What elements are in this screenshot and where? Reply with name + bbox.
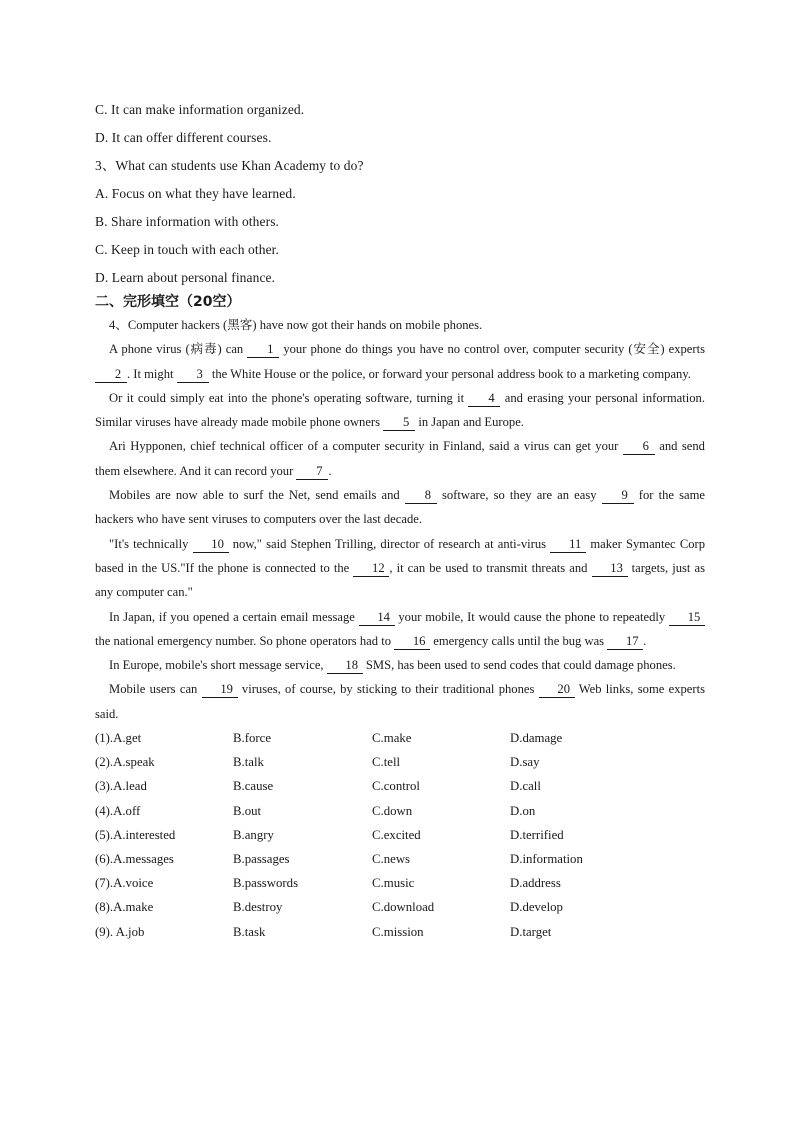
choice-option: B.out	[233, 803, 262, 818]
cloze-blank: 14	[359, 610, 395, 626]
choice-option: (4).A.off	[95, 803, 141, 818]
passage-text: Ari Hypponen, chief technical officer of a computer security in Finland, said a virus can get your	[109, 439, 623, 454]
cloze-blank: 12	[353, 561, 389, 577]
passage-text: your mobile, It would cause the phone to repeatedly	[394, 609, 669, 624]
choice-option: D.call	[510, 779, 541, 794]
passage-text: .	[643, 633, 647, 648]
passage-paragraph	[95, 677, 705, 726]
passage-paragraph	[95, 386, 705, 435]
choice-option: B.passwords	[233, 876, 299, 891]
passage-text: now," said Stephen Trilling, director of research at anti-virus	[228, 536, 551, 551]
choice-option: (2).A.speak	[95, 755, 155, 770]
cloze-blank: 15	[669, 610, 705, 626]
passage-text: emergency calls until the bug was	[430, 633, 608, 648]
choice-row	[95, 750, 705, 774]
passage-text: maker Symantec Corp based in the US."If the phone is connected to the	[95, 536, 706, 575]
question-3-option-a: A. Focus on what they have learned.	[95, 186, 296, 201]
passage-text: the White House or the police, or forward your personal address book to a marketing company.	[208, 366, 691, 381]
cloze-blank: 18	[327, 658, 363, 674]
passage-text: and erasing your personal information. Similar viruses have already made mobile phone owners	[95, 390, 705, 430]
passage-text: viruses, of course, by sticking to their traditional phones	[237, 682, 539, 697]
choice-option: D.damage	[510, 731, 563, 746]
choice-option: C.down	[372, 803, 413, 818]
cloze-blank: 4	[468, 391, 500, 407]
choice-option: D.develop	[510, 900, 563, 915]
question-3-option-d: D. Learn about personal finance.	[95, 270, 276, 285]
passage-paragraph	[95, 483, 705, 532]
choice-option: C.control	[372, 779, 420, 794]
choice-option: (5).A.interested	[95, 827, 176, 842]
choice-option: B.talk	[233, 755, 264, 770]
option-c-prev: C. It can make information organized.	[95, 102, 305, 117]
choice-option: D.information	[510, 851, 583, 866]
passage-text: software, so they are an easy	[436, 488, 602, 503]
choice-option: D.address	[510, 876, 561, 891]
cloze-blank: 17	[607, 634, 643, 650]
passage-text: SMS, has been used to send codes that could damage phones.	[362, 658, 676, 673]
choice-option: B.destroy	[233, 900, 283, 915]
cloze-blank: 3	[177, 367, 209, 383]
passage-text: In Europe, mobile's short message service,	[109, 658, 327, 673]
passage-text: , it can be used to transmit threats and	[389, 560, 592, 575]
passage-text: "It's technically	[109, 536, 193, 551]
passage-text: . It might	[127, 366, 177, 381]
choice-option: C.music	[372, 876, 415, 891]
choice-option: D.target	[510, 924, 552, 939]
choice-option: B.force	[233, 731, 272, 746]
choice-row	[95, 895, 705, 919]
choice-option: (7).A.voice	[95, 876, 154, 891]
passage-text: Mobiles are now able to surf the Net, send emails and	[109, 488, 405, 503]
cloze-blank: 9	[602, 488, 634, 504]
choice-option: C.make	[372, 731, 412, 746]
passage-text: your phone do things you have no control over, computer security (安全) experts	[279, 342, 705, 357]
choice-row	[95, 823, 705, 847]
choice-option: (1).A.get	[95, 731, 142, 746]
cloze-blank: 2	[95, 367, 127, 383]
cloze-passage	[95, 313, 705, 726]
passage-text: in Japan and Europe.	[415, 415, 524, 430]
cloze-blank: 19	[202, 682, 238, 698]
cloze-blank: 5	[383, 415, 415, 431]
passage-paragraph	[95, 337, 705, 386]
choice-option: (8).A.make	[95, 900, 154, 915]
choice-row	[95, 847, 705, 871]
choice-row	[95, 920, 705, 944]
passage-text: Or it could simply eat into the phone's operating software, turning it	[109, 390, 469, 405]
choice-option: B.angry	[233, 827, 274, 842]
document-page	[95, 96, 705, 944]
passage-text: In Japan, if you opened a certain email message	[109, 609, 359, 624]
choice-option: (3).A.lead	[95, 779, 147, 794]
question-3-stem: 3、What can students use Khan Academy to do?	[95, 158, 364, 173]
passage-text: the national emergency number. So phone operators had to	[95, 633, 395, 648]
cloze-blank: 1	[247, 342, 279, 358]
passage-text: .	[328, 463, 332, 478]
cloze-blank: 6	[623, 439, 655, 455]
choice-option: C.news	[372, 851, 411, 866]
passage-paragraph	[95, 605, 705, 654]
choice-option: D.say	[510, 755, 540, 770]
cloze-blank: 20	[539, 682, 575, 698]
choice-list	[95, 726, 705, 944]
choice-option: D.on	[510, 803, 536, 818]
choice-option: C.excited	[372, 827, 421, 842]
option-d-prev: D. It can offer different courses.	[95, 130, 272, 145]
choice-row	[95, 774, 705, 798]
choice-option: (6).A.messages	[95, 851, 174, 866]
cloze-blank: 10	[193, 537, 229, 553]
choice-option: (9). A.job	[95, 924, 145, 939]
passage-paragraph	[95, 653, 705, 677]
passage-paragraph	[95, 532, 705, 605]
passage-paragraph	[95, 434, 705, 483]
question-3-option-b: B. Share information with others.	[95, 214, 280, 229]
choice-option: B.passages	[233, 851, 290, 866]
passage-text: Mobile users can	[109, 682, 202, 697]
choice-option: C.download	[372, 900, 435, 915]
passage-text: Web links, some experts said.	[95, 682, 705, 721]
choice-option: D.terrified	[510, 827, 564, 842]
cloze-blank: 13	[592, 561, 628, 577]
passage-text: and send them elsewhere. And it can record your	[95, 439, 705, 478]
choice-option: C.tell	[372, 755, 401, 770]
choice-option: B.task	[233, 924, 266, 939]
cloze-blank: 16	[394, 634, 430, 650]
cloze-blank: 11	[550, 537, 586, 553]
section-title-cloze: 二、完形填空（20空）	[95, 294, 241, 310]
choice-option: B.cause	[233, 779, 274, 794]
question-3-option-c: C. Keep in touch with each other.	[95, 242, 280, 257]
passage-intro: 4、Computer hackers (黑客) have now got their hands on mobile phones.	[109, 318, 483, 332]
passage-text: for the same hackers who have sent viruses to computers over the last decade.	[95, 488, 705, 527]
choice-row	[95, 871, 705, 895]
passage-text: targets, just as any computer can."	[95, 560, 706, 600]
choice-option: C.mission	[372, 924, 424, 939]
choice-row	[95, 799, 705, 823]
choice-row	[95, 726, 705, 750]
cloze-blank: 8	[405, 488, 437, 504]
cloze-blank: 7	[296, 464, 328, 480]
passage-text: A phone virus (病毒) can	[109, 342, 248, 357]
